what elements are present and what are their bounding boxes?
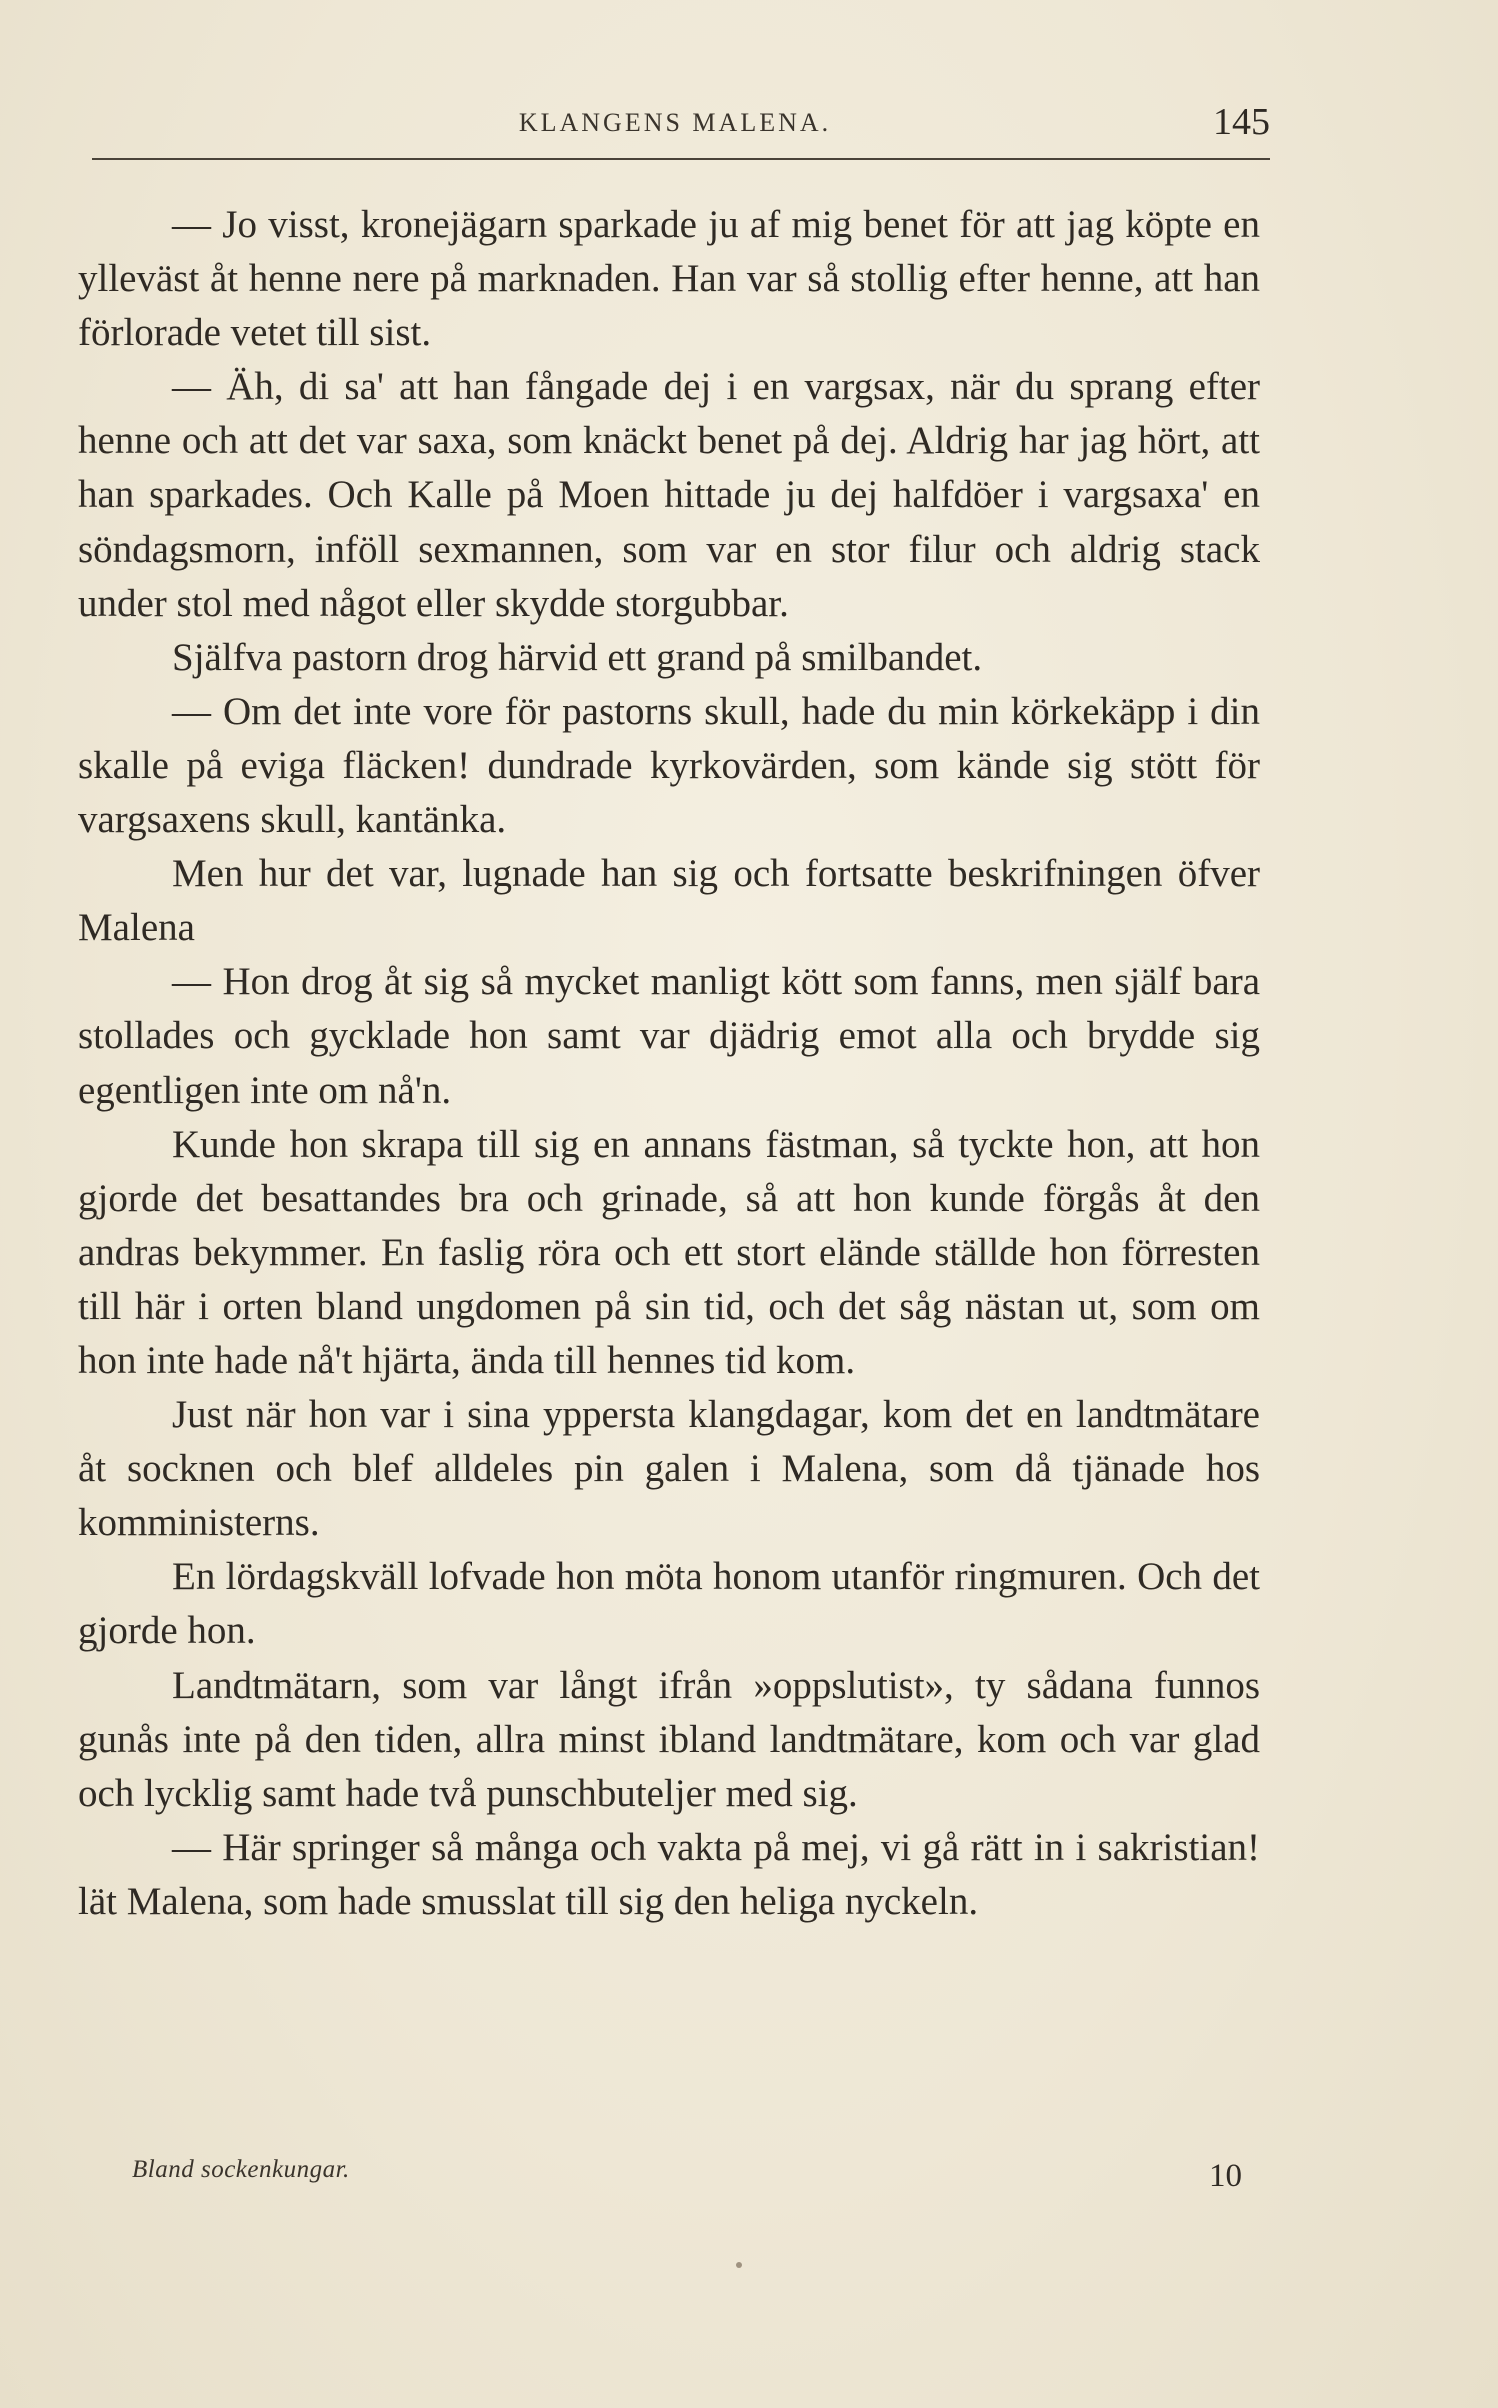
paper-speck xyxy=(736,2262,742,2268)
paragraph-4: — Om det inte vore för pastorns skull, hade du min körkekäpp i din skalle på eviga fläcken! dundrade kyrkovärden, som kände sig stött för vargsaxens skull, kantänka. xyxy=(78,689,1260,842)
body-text xyxy=(78,198,1260,1929)
paragraph-8: Just när hon var i sina yppersta klangdagar, kom det en landtmätare åt socknen och blef alldeles pin galen i Malena, som då tjänade hos komministerns. xyxy=(78,1393,1260,1545)
paragraph-10: Landtmätarn, som var långt ifrån »oppslutist», ty sådana funnos gunås inte på den tiden, allra minst ibland landtmätare, kom och var glad och lycklig samt hade två punschbuteljer med sig. xyxy=(78,1663,1260,1815)
paragraph-9: En lördagskväll lofvade hon möta honom utanför ringmuren. Och det gjorde hon. xyxy=(78,1555,1260,1653)
running-title: KLANGENS MALENA. xyxy=(518,108,832,137)
paragraph-2: — Äh, di sa' att han fångade dej i en vargsax, när du sprang efter henne och att det var saxa, som knäckt benet på dej. Aldrig har jag hört, att han sparkades. Och Kalle på Moen hittade ju dej halfdöer i vargsaxa' en söndagsmorn, inföll sexmannen, som var en stor filur och aldrig stack under stol med något eller skydde storgubbar. xyxy=(78,365,1260,625)
paragraph-6: — Hon drog åt sig så mycket manligt kött som fanns, men själf bara stollades och gycklade hon samt var djädrig emot alla och brydde sig egentligen inte om nå'n. xyxy=(78,960,1260,1112)
paragraph-5: Men hur det var, lugnade han sig och fortsatte beskrifningen öfver Malena xyxy=(78,852,1260,950)
paragraph-3: Själfva pastorn drog härvid ett grand på smilbandet. xyxy=(172,635,983,679)
paragraph-1: — Jo visst, kronejägarn sparkade ju af mig benet för att jag köpte en ylleväst åt henne nere på marknaden. Han var så stollig efter henne, att han förlorade vetet till sist. xyxy=(78,203,1260,355)
paragraph-11: — Här springer så många och vakta på mej, vi gå rätt in i sakristian! lät Malena, som hade smusslat till sig den heliga nyckeln. xyxy=(78,1825,1260,1923)
paragraph-7: Kunde hon skrapa till sig en annans fästman, så tyckte hon, att hon gjorde det besattandes bra och grinade, så att hon kunde förgås åt den andras bekymmer. En faslig röra och ett stort elände ställde hon förresten till här i orten bland ungdomen på sin tid, och det såg nästan ut, som om hon inte hade nå't hjärta, ända till hennes tid kom. xyxy=(78,1122,1260,1382)
page-number: 145 xyxy=(1213,101,1270,143)
header-rule xyxy=(92,158,1270,160)
page-header xyxy=(80,100,1270,148)
signature-mark: Bland sockenkungar. xyxy=(132,2156,350,2183)
sheet-number: 10 xyxy=(1209,2158,1242,2194)
page-footer xyxy=(132,2150,1242,2210)
